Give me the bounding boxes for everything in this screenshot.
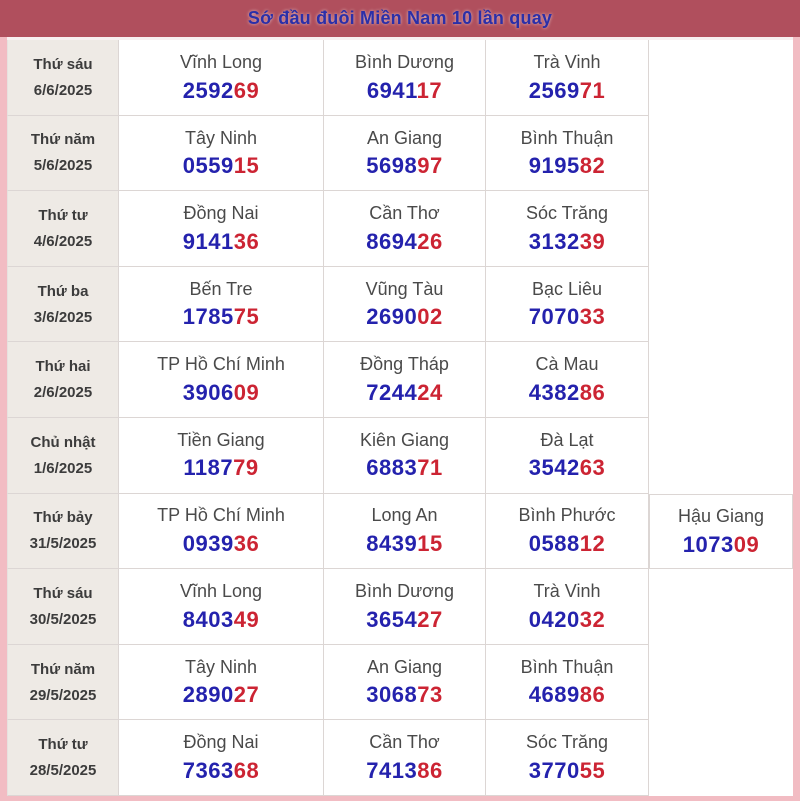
day-label: Thứ ba xyxy=(37,282,89,300)
day-label: Thứ tư xyxy=(38,736,88,754)
number-head: 7244 xyxy=(366,379,418,405)
result-cell xyxy=(119,645,324,721)
number-tail: 86 xyxy=(579,682,606,708)
date-label: 2/6/2025 xyxy=(33,384,93,402)
lottery-number xyxy=(529,759,605,783)
day-label: Thứ sáu xyxy=(33,55,93,73)
result-cell xyxy=(324,720,486,796)
result-cell xyxy=(324,494,486,570)
province-name: Đồng Nai xyxy=(183,732,259,753)
day-cell xyxy=(7,569,119,645)
number-head: 3770 xyxy=(528,757,580,783)
result-cell xyxy=(486,569,649,645)
number-head: 0420 xyxy=(528,606,580,632)
lottery-number xyxy=(366,532,442,556)
number-head: 8439 xyxy=(366,531,418,557)
table-row xyxy=(7,645,793,721)
province-name: Vũng Tàu xyxy=(365,278,444,299)
number-tail: 97 xyxy=(417,153,443,179)
result-cell xyxy=(324,267,486,343)
date-label: 5/6/2025 xyxy=(33,157,93,175)
number-tail: 71 xyxy=(579,77,606,103)
number-head: 2569 xyxy=(528,77,580,103)
number-tail: 36 xyxy=(233,228,260,254)
empty-cell xyxy=(649,342,793,418)
number-tail: 33 xyxy=(579,304,606,330)
province-name: Bình Phước xyxy=(518,505,616,526)
province-name: Tây Ninh xyxy=(184,127,258,148)
number-head: 0939 xyxy=(182,531,234,557)
province-name: Tiền Giang xyxy=(177,429,265,450)
lottery-number xyxy=(366,305,442,329)
number-tail: 86 xyxy=(417,757,443,783)
lottery-number xyxy=(183,79,259,103)
empty-cell xyxy=(649,418,793,494)
lottery-number xyxy=(529,230,605,254)
number-tail: 69 xyxy=(233,77,260,103)
header-band xyxy=(0,0,800,37)
number-tail: 63 xyxy=(579,455,606,481)
result-cell xyxy=(649,494,793,570)
day-cell xyxy=(7,40,119,116)
table-row xyxy=(7,720,793,796)
number-tail: 39 xyxy=(579,228,606,254)
date-label: 28/5/2025 xyxy=(29,762,97,780)
result-cell xyxy=(324,645,486,721)
number-head: 6941 xyxy=(366,77,417,103)
number-tail: 73 xyxy=(417,682,443,708)
lottery-number xyxy=(183,759,259,783)
number-tail: 12 xyxy=(579,531,606,557)
day-cell xyxy=(7,116,119,192)
province-name: Bình Dương xyxy=(355,51,454,72)
lottery-number xyxy=(183,154,259,178)
number-tail: 09 xyxy=(733,531,760,557)
result-cell xyxy=(119,494,324,570)
number-tail: 27 xyxy=(233,682,260,708)
number-head: 3654 xyxy=(366,606,418,632)
number-head: 7070 xyxy=(528,304,580,330)
province-name: Hậu Giang xyxy=(677,505,765,526)
province-name: TP Hồ Chí Minh xyxy=(157,505,285,526)
result-cell xyxy=(486,645,649,721)
province-name: Vĩnh Long xyxy=(179,51,263,72)
number-head: 4689 xyxy=(528,682,580,708)
date-label: 31/5/2025 xyxy=(29,535,97,553)
number-tail: 24 xyxy=(417,379,443,405)
day-label: Thứ năm xyxy=(30,660,96,678)
lottery-number xyxy=(183,230,259,254)
day-cell xyxy=(7,494,119,570)
empty-cell xyxy=(649,116,793,192)
lottery-number xyxy=(366,381,442,405)
lottery-number xyxy=(529,608,605,632)
number-head: 9195 xyxy=(528,153,580,179)
number-tail: 09 xyxy=(233,379,260,405)
number-tail: 15 xyxy=(417,531,443,557)
day-cell xyxy=(7,267,119,343)
day-label: Chủ nhật xyxy=(30,433,96,451)
date-label: 4/6/2025 xyxy=(33,232,93,250)
number-head: 3132 xyxy=(528,228,580,254)
province-name: Sóc Trăng xyxy=(525,732,609,753)
day-cell xyxy=(7,645,119,721)
province-name: Đà Lạt xyxy=(540,429,594,450)
number-tail: 15 xyxy=(233,153,260,179)
lottery-number xyxy=(366,759,442,783)
number-head: 3542 xyxy=(528,455,580,481)
province-name: An Giang xyxy=(366,656,443,677)
result-cell xyxy=(119,418,324,494)
table-row xyxy=(7,569,793,645)
lottery-number xyxy=(183,456,258,480)
result-cell xyxy=(119,267,324,343)
lottery-number xyxy=(367,79,442,103)
result-cell xyxy=(324,418,486,494)
number-tail: 26 xyxy=(417,228,443,254)
empty-cell xyxy=(649,267,793,343)
day-cell xyxy=(7,342,119,418)
number-head: 6883 xyxy=(366,455,418,481)
number-tail: 71 xyxy=(417,455,443,481)
number-head: 3906 xyxy=(182,379,234,405)
lottery-number xyxy=(183,305,259,329)
day-label: Thứ hai xyxy=(35,358,91,376)
result-cell xyxy=(486,418,649,494)
province-name: Bạc Liêu xyxy=(531,278,603,299)
province-name: Bình Thuận xyxy=(520,127,614,148)
number-head: 3068 xyxy=(366,682,418,708)
result-cell xyxy=(119,40,324,116)
date-label: 30/5/2025 xyxy=(29,610,97,628)
province-name: Trà Vinh xyxy=(533,51,601,72)
lottery-number xyxy=(683,533,759,557)
lottery-number xyxy=(183,532,259,556)
empty-cell xyxy=(649,569,793,645)
lottery-number xyxy=(183,683,259,707)
result-cell xyxy=(486,267,649,343)
number-tail: 32 xyxy=(579,606,606,632)
number-head: 7363 xyxy=(182,757,234,783)
lottery-number xyxy=(529,532,605,556)
table-row xyxy=(7,418,793,494)
province-name: Cà Mau xyxy=(535,354,599,375)
number-head: 4382 xyxy=(528,379,580,405)
result-cell xyxy=(119,116,324,192)
table-row xyxy=(7,40,793,116)
number-head: 0588 xyxy=(528,531,580,557)
number-head: 5698 xyxy=(366,153,418,179)
lottery-number xyxy=(366,683,442,707)
province-name: An Giang xyxy=(366,127,443,148)
table-row xyxy=(7,342,793,418)
province-name: Bình Thuận xyxy=(520,656,614,677)
number-head: 8403 xyxy=(182,606,234,632)
province-name: Long An xyxy=(371,505,438,526)
day-label: Thứ sáu xyxy=(33,584,93,602)
result-cell xyxy=(486,191,649,267)
table-row xyxy=(7,494,793,570)
empty-cell xyxy=(649,40,793,116)
result-cell xyxy=(324,342,486,418)
number-tail: 02 xyxy=(417,304,443,330)
lottery-number xyxy=(183,608,259,632)
result-cell xyxy=(486,494,649,570)
number-head: 1785 xyxy=(182,304,234,330)
result-cell xyxy=(119,191,324,267)
day-cell xyxy=(7,418,119,494)
province-name: Sóc Trăng xyxy=(525,203,609,224)
result-cell xyxy=(324,569,486,645)
day-cell xyxy=(7,720,119,796)
lottery-number xyxy=(529,456,605,480)
province-name: Đồng Nai xyxy=(183,203,259,224)
result-cell xyxy=(119,342,324,418)
results-table xyxy=(7,37,793,796)
number-head: 2690 xyxy=(366,304,418,330)
province-name: Đồng Tháp xyxy=(360,354,449,375)
province-name: Kiên Giang xyxy=(359,429,450,450)
province-name: Tây Ninh xyxy=(184,656,258,677)
result-cell xyxy=(119,720,324,796)
lottery-number xyxy=(366,456,442,480)
lottery-number xyxy=(366,608,442,632)
day-label: Thứ tư xyxy=(38,206,88,224)
number-tail: 75 xyxy=(233,304,260,330)
province-name: Bình Dương xyxy=(355,581,454,602)
number-tail: 82 xyxy=(579,153,606,179)
province-name: Cần Thơ xyxy=(369,203,440,224)
lottery-number xyxy=(529,154,605,178)
number-tail: 36 xyxy=(233,531,260,557)
number-head: 0559 xyxy=(182,153,234,179)
number-tail: 49 xyxy=(233,606,260,632)
result-cell xyxy=(486,342,649,418)
lottery-number xyxy=(366,154,442,178)
result-cell xyxy=(486,116,649,192)
result-cell xyxy=(324,191,486,267)
lottery-number xyxy=(529,381,605,405)
date-label: 3/6/2025 xyxy=(33,308,93,326)
result-cell xyxy=(486,720,649,796)
day-label: Thứ năm xyxy=(30,131,96,149)
province-name: Trà Vinh xyxy=(533,581,601,602)
number-tail: 86 xyxy=(579,379,606,405)
number-head: 8694 xyxy=(366,228,418,254)
lottery-number xyxy=(183,381,259,405)
lottery-number xyxy=(529,305,605,329)
number-head: 9141 xyxy=(182,228,234,254)
table-row xyxy=(7,191,793,267)
number-head: 2890 xyxy=(182,682,234,708)
number-head: 1073 xyxy=(682,531,734,557)
number-head: 1187 xyxy=(183,455,234,481)
lottery-number xyxy=(366,230,442,254)
date-label: 6/6/2025 xyxy=(33,81,93,99)
number-tail: 17 xyxy=(416,77,443,103)
province-name: Cần Thơ xyxy=(369,732,440,753)
number-tail: 79 xyxy=(233,455,259,481)
result-cell xyxy=(119,569,324,645)
lottery-number xyxy=(529,683,605,707)
date-label: 29/5/2025 xyxy=(29,686,97,704)
province-name: Bến Tre xyxy=(189,278,253,299)
number-tail: 27 xyxy=(417,606,443,632)
empty-cell xyxy=(649,720,793,796)
province-name: Vĩnh Long xyxy=(179,581,263,602)
empty-cell xyxy=(649,645,793,721)
page-title: Sớ đầu đuôi Miền Nam 10 lần quay xyxy=(247,8,553,28)
result-cell xyxy=(324,116,486,192)
day-label: Thứ bảy xyxy=(33,509,93,527)
table-row xyxy=(7,116,793,192)
province-name: TP Hồ Chí Minh xyxy=(157,354,285,375)
day-cell xyxy=(7,191,119,267)
result-cell xyxy=(486,40,649,116)
lottery-number xyxy=(529,79,605,103)
number-tail: 55 xyxy=(579,757,606,783)
empty-cell xyxy=(649,191,793,267)
table-row xyxy=(7,267,793,343)
number-head: 7413 xyxy=(366,757,418,783)
result-cell xyxy=(324,40,486,116)
date-label: 1/6/2025 xyxy=(33,459,93,477)
number-head: 2592 xyxy=(182,77,234,103)
number-tail: 68 xyxy=(233,757,260,783)
